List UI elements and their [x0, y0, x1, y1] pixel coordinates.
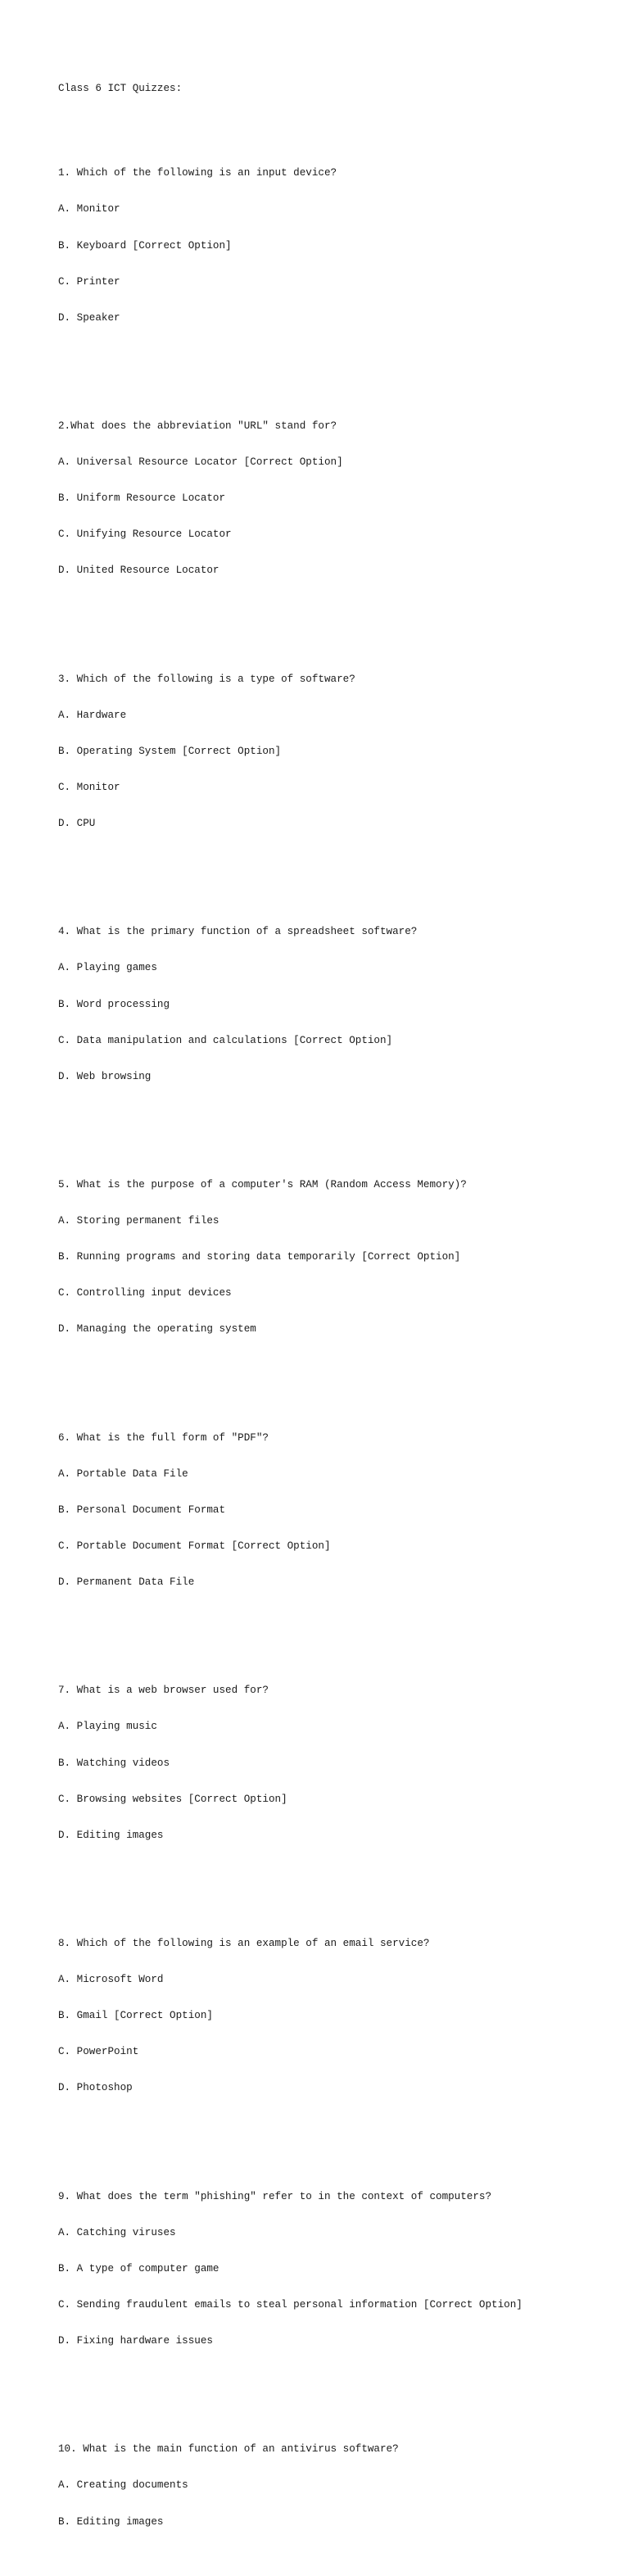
option-d: D. Photoshop	[58, 2082, 133, 2094]
question-text: 7. What is a web browser used for?	[58, 1685, 269, 1697]
option-c: C. Sending fraudulent emails to steal personal information [Correct Option]	[58, 2298, 523, 2311]
option-b: B. A type of computer game	[58, 2262, 219, 2274]
option-a: A. Universal Resource Locator [Correct Option]	[58, 456, 343, 469]
option-b: B. Uniform Resource Locator	[58, 492, 226, 505]
option-d: D. Web browsing	[58, 1070, 152, 1082]
question-text: 1. Which of the following is an input device?	[58, 167, 337, 179]
option-b: B. Watching videos	[58, 1757, 170, 1769]
question-text: 10. What is the main function of an antivirus software?	[58, 2443, 399, 2456]
option-c: C. Browsing websites [Correct Option]	[58, 1793, 287, 1805]
question-text: 3. Which of the following is a type of software?	[58, 673, 355, 685]
option-c: C. Portable Document Format [Correct Option]	[58, 1540, 331, 1552]
option-a: A. Storing permanent files	[58, 1215, 219, 1227]
option-d: D. Speaker	[58, 311, 120, 324]
option-d: D. Managing the operating system	[58, 1323, 256, 1336]
document-page	[58, 59, 615, 2576]
question-10	[58, 2420, 615, 2552]
option-d: D. Permanent Data File	[58, 1576, 195, 1589]
question-text: 5. What is the purpose of a computer's RAM (Random Access Memory)?	[58, 1179, 467, 1190]
option-b: B. Running programs and storing data temporarily [Correct Option]	[58, 1251, 461, 1263]
question-6	[58, 1408, 615, 1612]
option-a: A. Catching viruses	[58, 2226, 176, 2238]
question-9	[58, 2166, 615, 2371]
option-a: A. Hardware	[58, 709, 127, 721]
option-b: B. Personal Document Format	[58, 1503, 226, 1516]
question-3	[58, 649, 615, 854]
question-4	[58, 902, 615, 1107]
question-7	[58, 1661, 615, 1866]
option-b: B. Editing images	[58, 2515, 164, 2528]
option-a: A. Playing games	[58, 962, 157, 974]
option-d: D. Fixing hardware issues	[58, 2335, 213, 2347]
option-a: A. Monitor	[58, 203, 120, 215]
option-a: A. Creating documents	[58, 2479, 188, 2492]
option-a: A. Microsoft Word	[58, 1974, 164, 1986]
option-c: C. Printer	[58, 275, 120, 288]
question-5	[58, 1155, 615, 1360]
option-d: D. United Resource Locator	[58, 565, 219, 577]
question-text: 4. What is the primary function of a spreadsheet software?	[58, 926, 418, 938]
document-title: Class 6 ICT Quizzes:	[58, 83, 183, 95]
option-b: B. Gmail [Correct Option]	[58, 2010, 213, 2022]
option-b: B. Keyboard [Correct Option]	[58, 239, 232, 252]
option-d: D. Editing images	[58, 1829, 164, 1841]
question-text: 8. Which of the following is an example of an email service?	[58, 1938, 430, 1950]
option-c: C. PowerPoint	[58, 2046, 139, 2058]
option-c: C. Monitor	[58, 781, 120, 793]
option-a: A. Playing music	[58, 1721, 157, 1733]
option-c: C. Controlling input devices	[58, 1287, 232, 1299]
option-a: A. Portable Data File	[58, 1467, 188, 1480]
option-b: B. Word processing	[58, 998, 170, 1010]
option-b: B. Operating System [Correct Option]	[58, 745, 282, 757]
question-1	[58, 143, 615, 348]
question-8	[58, 1914, 615, 2119]
question-text: 6. What is the full form of "PDF"?	[58, 1431, 269, 1444]
question-2	[58, 397, 615, 601]
question-text: 9. What does the term "phishing" refer to in the context of computers?	[58, 2190, 492, 2202]
option-c: C. Data manipulation and calculations [Correct Option]	[58, 1034, 393, 1046]
option-c: C. Unifying Resource Locator	[58, 528, 232, 541]
option-d: D. CPU	[58, 818, 96, 830]
question-text: 2.What does the abbreviation "URL" stand for?	[58, 420, 337, 432]
